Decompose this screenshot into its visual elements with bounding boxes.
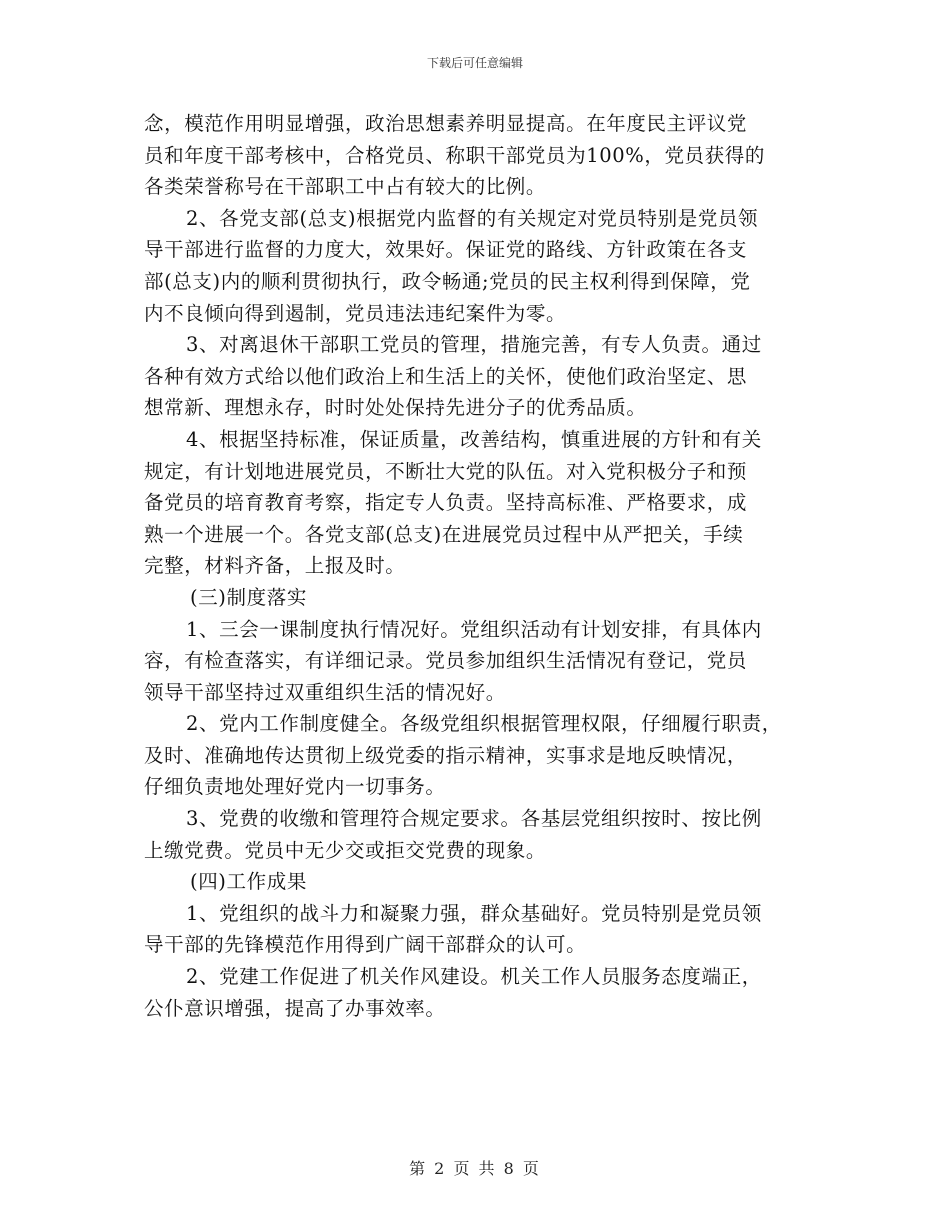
text-line: 各种有效方式给以他们政治上和生活上的关怀，使他们政治坚定、思 [144, 364, 748, 388]
text-line: 上缴党费。党员中无少交或拒交党费的现象。 [144, 838, 547, 862]
page-header-note: 下载后可任意编辑 [426, 56, 523, 70]
paragraph-start-line: 3、对离退休干部职工党员的管理，措施完善，有专人负责。通过 [186, 333, 762, 357]
document-body [144, 108, 810, 1024]
section-heading: (四)工作成果 [190, 870, 307, 894]
text-line: 想常新、理想永存，时时处处保持先进分子的优秀品质。 [144, 396, 647, 420]
text-line: 完整，材料齐备，上报及时。 [144, 554, 406, 578]
paragraph-start-line: 2、党内工作制度健全。各级党组织根据管理权限，仔细履行职责， [186, 712, 782, 736]
paragraph-start-line: 2、各党支部(总支)根据党内监督的有关规定对党员特别是党员领 [186, 206, 759, 230]
page-number: 第 2 页 共 8 页 [409, 1159, 541, 1178]
text-line: 员和年度干部考核中，合格党员、称职干部党员为100%，党员获得的 [144, 143, 765, 167]
text-line: 念，模范作用明显增强，政治思想素养明显提高。在年度民主评议党 [144, 112, 748, 135]
text-line: 熟一个进展一个。各党支部(总支)在进展党员过程中从严把关，手续 [144, 522, 744, 546]
section-heading: (三)制度落实 [190, 585, 307, 609]
text-line: 导干部进行监督的力度大，效果好。保证党的路线、方针政策在各支 [144, 238, 748, 262]
text-line: 仔细负责地处理好党内一切事务。 [144, 775, 446, 799]
paragraph-start-line: 1、党组织的战斗力和凝聚力强，群众基础好。党员特别是党员领 [186, 901, 762, 925]
text-line: 容，有检查落实，有详细记录。党员参加组织生活情况有登记，党员 [144, 649, 748, 673]
paragraph-start-line: 1、三会一课制度执行情况好。党组织活动有计划安排，有具体内 [186, 617, 762, 641]
text-line: 部(总支)内的顺利贯彻执行，政令畅通;党员的民主权利得到保障，党 [144, 269, 751, 293]
text-line: 备党员的培育教育考察，指定专人负责。坚持高标准、严格要求，成 [144, 491, 748, 515]
paragraph-start-line: 4、根据坚持标准，保证质量，改善结构，慎重进展的方针和有关 [186, 427, 762, 451]
text-line: 及时、准确地传达贯彻上级党委的指示精神，实事求是地反映情况， [144, 743, 748, 767]
text-line: 导干部的先锋模范作用得到广阔干部群众的认可。 [144, 933, 587, 957]
text-line: 规定，有计划地进展党员，不断壮大党的队伍。对入党积极分子和预 [144, 459, 748, 483]
text-line: 内不良倾向得到遏制，党员违法违纪案件为零。 [144, 301, 567, 325]
text-line: 公仆意识增强，提高了办事效率。 [144, 996, 446, 1020]
text-line: 领导干部坚持过双重组织生活的情况好。 [144, 680, 506, 704]
paragraph-start-line: 3、党费的收缴和管理符合规定要求。各基层党组织按时、按比例 [186, 807, 762, 831]
paragraph-start-line: 2、党建工作促进了机关作风建设。机关工作人员服务态度端正， [186, 965, 762, 989]
text-line: 各类荣誉称号在干部职工中占有较大的比例。 [144, 175, 547, 199]
